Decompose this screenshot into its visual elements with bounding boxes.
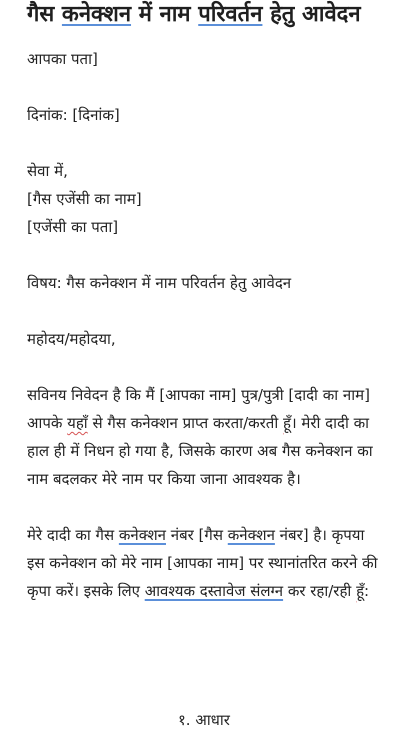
text-run: से गैस कनेक्शन प्राप्त करता/करती <box>87 414 283 432</box>
text-run: मेरे दादी का गैस <box>27 526 119 544</box>
date-line: दिनांक: [दिनांक] <box>27 106 120 124</box>
cutoff-text: १. आधार <box>178 711 230 729</box>
spellcheck-word: यहाँ <box>67 414 88 432</box>
text-run: सविनय निवेदन है कि मैं [आपका नाम] पुत्र/पुत्री [दादी का नाम] आपके <box>27 386 370 432</box>
document-title <box>27 0 383 32</box>
text-run: कर रहा/रही <box>283 582 357 600</box>
title-part: हेतु आवेदन <box>262 2 361 27</box>
title-part: गैस <box>27 2 62 27</box>
recipient-agency-name: [गैस एजेंसी का नाम] <box>27 190 142 208</box>
body-paragraph-2 <box>27 521 383 605</box>
sender-address: आपका पता] <box>27 50 98 68</box>
grammar-word: कनेक्शन <box>227 526 275 544</box>
text-run: नंबर [गैस <box>166 526 228 544</box>
recipient-agency-address: [एजेंसी का पता] <box>27 218 119 236</box>
title-part: में नाम <box>131 2 199 27</box>
title-underlined-word: परिवर्तन <box>198 2 263 27</box>
text-run: : <box>364 582 370 600</box>
spellcheck-word: हूँ <box>356 582 365 600</box>
grammar-phrase: आवश्यक दस्तावेज संलग्न <box>144 582 284 600</box>
text-run: । मेरी दादी का हाल ही में निधन हो गया है, जिसके कारण अब गैस कनेक्शन का नाम बदलकर मेरे नाम पर किया जाना आवश्यक है। <box>27 414 373 488</box>
recipient-line-1: सेवा में, <box>27 162 68 180</box>
grammar-word: कनेक्शन <box>118 526 166 544</box>
title-underlined-word: कनेक्शन <box>61 2 132 27</box>
subject-line: विषय: गैस कनेक्शन में नाम परिवर्तन हेतु आवेदन <box>27 274 292 292</box>
spellcheck-word: हूँ <box>282 414 291 432</box>
body-paragraph-1 <box>27 381 383 493</box>
cutoff-next-line <box>178 711 238 729</box>
text-run: नंबर] है। कृपया इस कनेक्शन को मेरे नाम [आपका नाम] पर स्थानांतरित करने की कृपा करें। इसके लिए <box>27 526 378 600</box>
salutation: महोदय/महोदया, <box>27 330 116 348</box>
